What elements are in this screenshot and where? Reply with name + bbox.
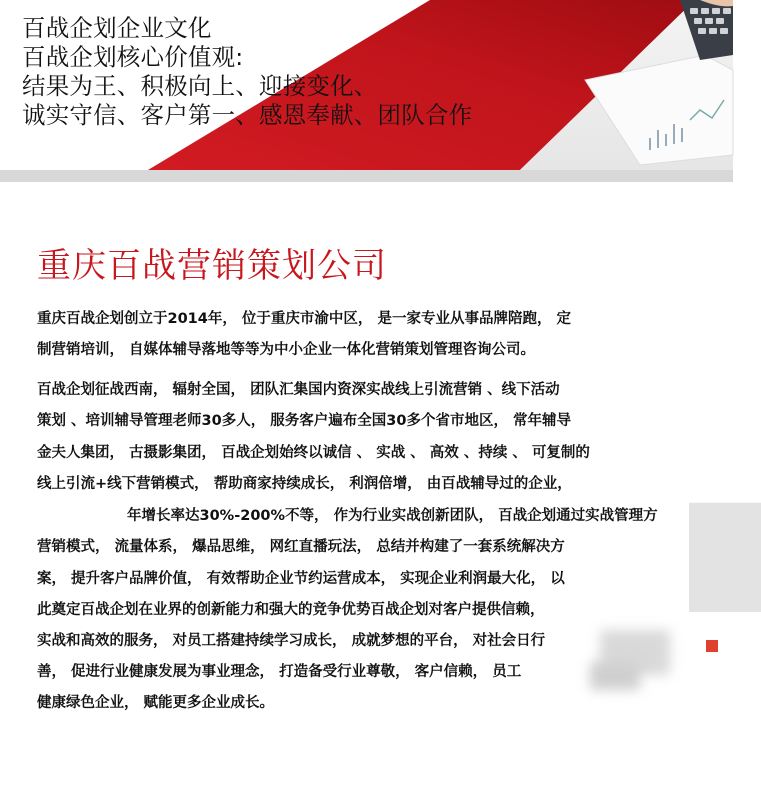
banner-text xyxy=(22,14,472,130)
banner-line-3: 结果为王、积极向上、迎接变化、 xyxy=(22,72,378,100)
red-mark xyxy=(706,640,718,652)
paragraph-1-line: 制营销培训， 自媒体辅导落地等等为中小企业一体化营销策划管理咨询公司。 xyxy=(37,342,536,358)
paragraph-2-line: 百战企划征战西南， 辐射全国， 团队汇集国内资深实战线上引流营销 、线下活动 xyxy=(37,382,560,398)
paragraph-2-line: 金夫人集团， 古摄影集团， 百战企划始终以诚信 、 实战 、 高效 、持续 、 可复制的 xyxy=(37,445,590,461)
paragraph-2-line: 线上引流+线下营销模式， 帮助商家持续成长， 利润倍增， 由百战辅导过的企业， xyxy=(37,476,572,492)
watermark-glyph: █ xyxy=(690,504,761,611)
paragraph-2-line: 策划 、培训辅导管理老师30多人， 服务客户遍布全国30多个省市地区， 常年辅导 xyxy=(37,413,571,429)
banner-line-2: 百战企划核心价值观: xyxy=(22,43,244,71)
banner-line-1: 百战企划企业文化 xyxy=(22,14,212,42)
banner-divider xyxy=(0,170,733,182)
blurred-watermark-patch xyxy=(590,662,640,690)
paragraph-1-line: 重庆百战企划创立于2014年， 位于重庆市渝中区， 是一家专业从事品牌陪跑， 定 xyxy=(37,311,571,327)
banner xyxy=(0,0,733,170)
paragraph-2-line: 健康绿色企业， 赋能更多企业成长。 xyxy=(37,695,275,711)
banner-line-4: 诚实守信、客户第一、感恩奉献、团队合作 xyxy=(22,101,473,129)
paragraph-2-line: 案， 提升客户品牌价值， 有效帮助企业节约运营成本， 实现企业利润最大化， 以 xyxy=(37,571,565,587)
paragraph-2-line: 实战和高效的服务， 对员工搭建持续学习成长， 成就梦想的平台， 对社会日行 xyxy=(37,633,546,649)
paragraph-2-line: 营销模式， 流量体系， 爆品思维， 网红直播玩法， 总结并构建了一套系统解决方 xyxy=(37,539,565,555)
paragraph-2-line: 善， 促进行业健康发展为事业理念， 打造备受行业尊敬， 客户信赖， 员工 xyxy=(37,664,522,680)
paragraph-2-line: 此奠定百战企划在业界的创新能力和强大的竞争优势百战企划对客户提供信赖， xyxy=(37,602,545,618)
paragraph-2-line: 年增长率达30%-200%不等， 作为行业实战创新团队， 百战企划通过实战管理方 xyxy=(127,508,658,524)
company-title: 重庆百战营销策划公司 xyxy=(37,246,387,286)
